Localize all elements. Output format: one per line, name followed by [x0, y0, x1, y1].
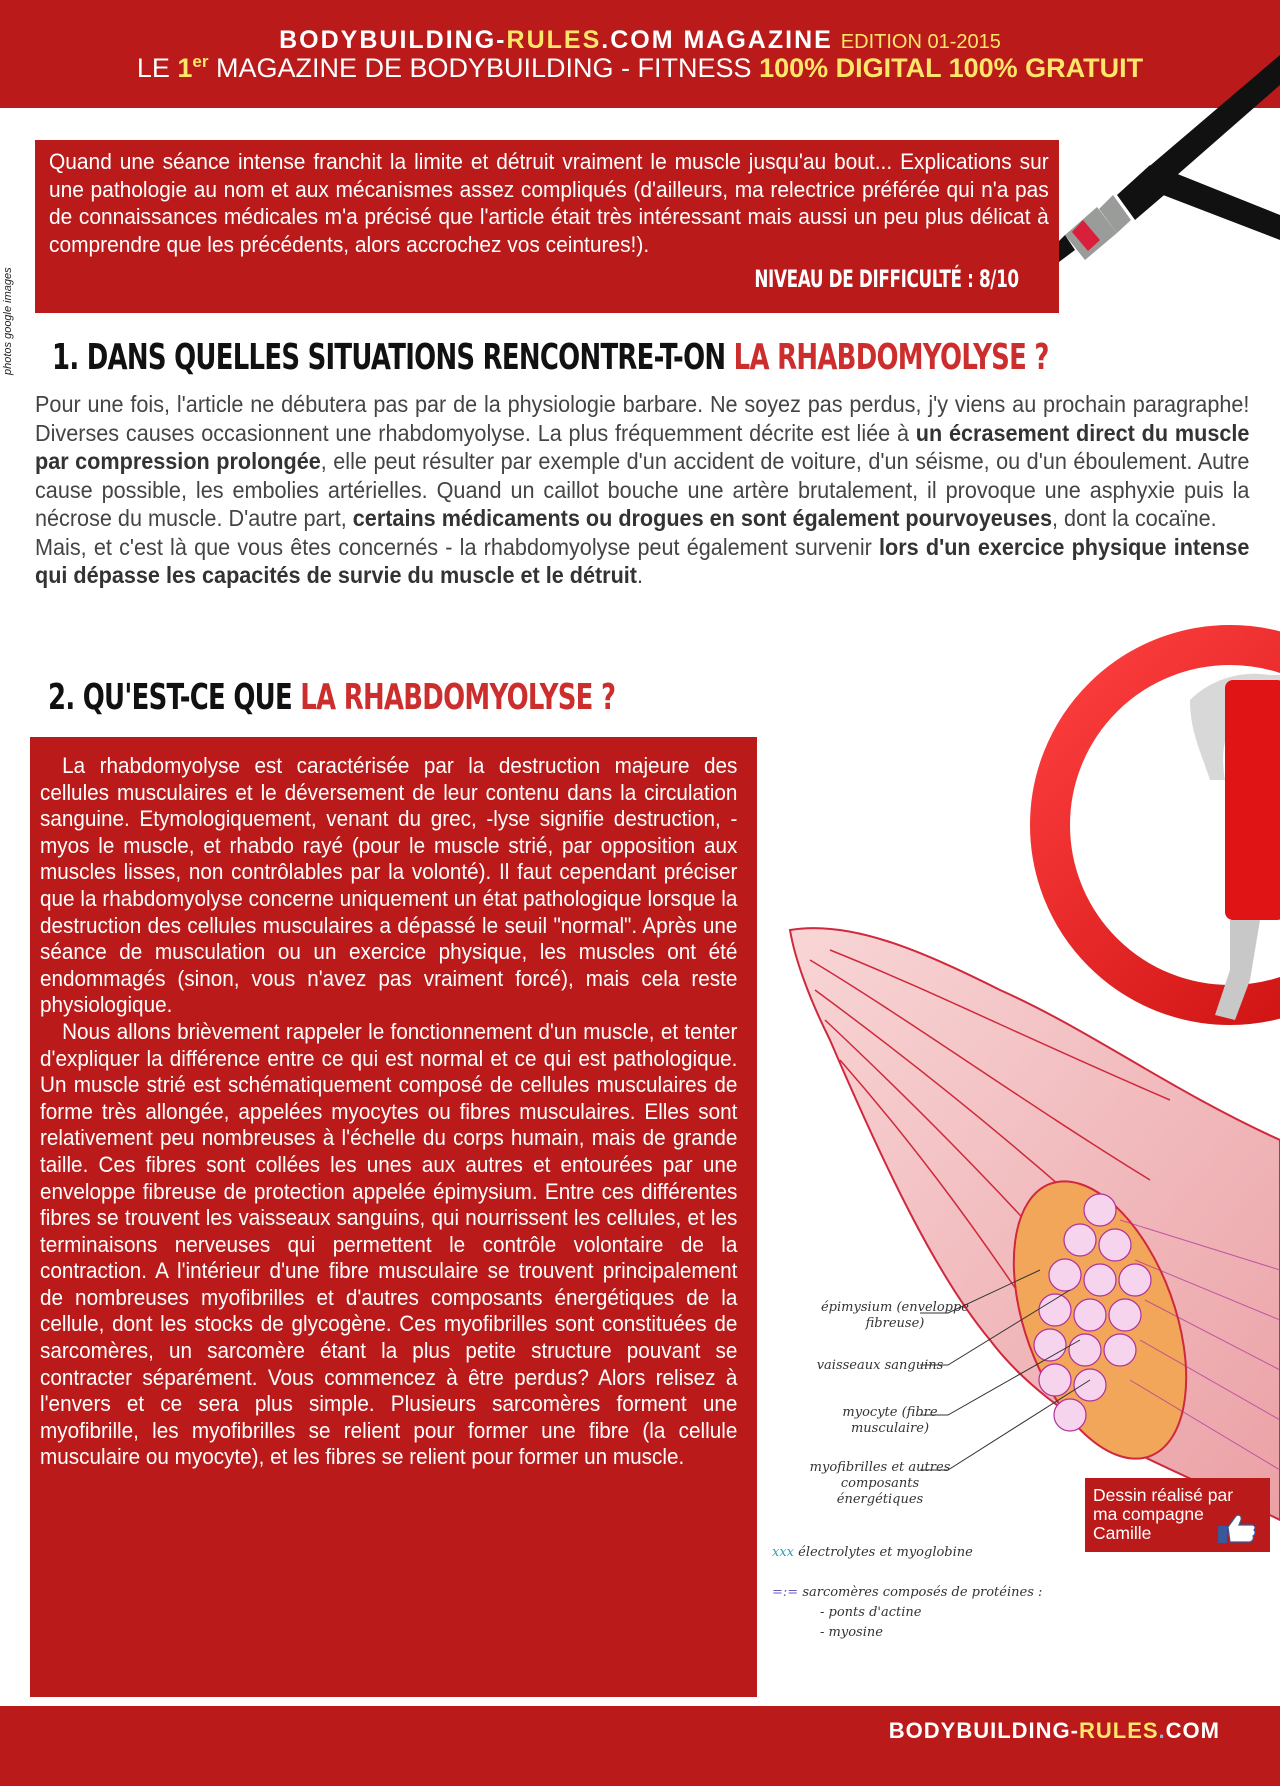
tagline-number: 1 — [177, 53, 193, 83]
section-1-body — [35, 390, 1250, 590]
label-electrolytes: xxx électrolytes et myoglobine — [772, 1545, 973, 1560]
label-myofibrils: myofibrilles et autres composants énergétiques — [809, 1460, 951, 1507]
section-2-paragraph-2: Nous allons brièvement rappeler le fonctionnement d'un muscle, et tenter d'expliquer la différence entre ce qui est normal et ce qui est pathologique. Un muscle strié est schématiquement composé de cellules musculaires de forme très allongée, appelées myocytes ou fibres musculaires. Elles sont relativement peu nombreuses à l'échelle du corps humain, mais de grande taille. Ces fibres sont collées les unes aux autres et entourées par une enveloppe fibreuse de protection appelée épimysium. Entre ces différentes fibres se trouvent les vaisseaux sanguins, qui nourrissent les cellules, et les terminaisons nerveuses qui permettent le contrôle volontaire de la contraction. A l'intérieur d'une fibre musculaire se trouvent principalement de nombreuses myofibrilles et d'autres composants énergétiques de la cellule, dont les stocks de glycogène. Ces myofibrilles sont constituées de sarcomères, un sarcomère étant la plus petite structure pouvant se contracter séparément. Vous commencez à être perdus? Alors relisez à l'envers et ce sera plus simple. Plusieurs sarcomères forment une myofibrille, les myofibrilles se relient pour former une fibre (la cellule musculaire ou myocyte), et les fibres se relient pour former un muscle. — [40, 1018, 738, 1470]
intro-text: Quand une séance intense franchit la limite et détruit vraiment le muscle jusqu'au bout... Explications sur une pathologie au nom et aux mécanismes assez compliqués (d'ailleurs, ma relectrice préférée qui n'a pas de connaissances médicales m'a précisé que l'article était très intéressant mais aussi un peu plus délicat à comprendre que les précédents, alors accrochez vos ceintures!). — [49, 149, 1049, 257]
drawing-credit-text: Dessin réalisé par ma compagne Camille — [1093, 1485, 1234, 1543]
section-2-heading-black: 2. QU'EST-CE QUE — [48, 677, 301, 718]
bold-run: lors d'un exercice physique intense qui dépasse les capacités de survie du muscle et le détruit — [35, 533, 1250, 588]
brand-left: BODYBUILDING- — [279, 26, 507, 54]
section-1-heading-black: 1. DANS QUELLES SITUATIONS RENCONTRE-T-ON — [52, 337, 734, 378]
thumbs-up-icon — [1218, 1514, 1256, 1544]
section-2-paragraph-1: La rhabdomyolyse est caractérisée par la destruction majeure des cellules musculaires et le déversement de leur contenu dans la circulation sanguine. Etymologiquement, venant du grec, -lyse signifie destruction, -myos le muscle, et rhabdo rayé (pour le muscle strié, par opposition aux muscles lisses, non contrôlables par la volonté). Il faut cependant préciser que la rhabdomyolyse concerne uniquement un état pathologique lorsque la destruction des cellules musculaires a dépassé le seuil "normal". Après une séance de musculation ou un exercice physique, les muscles ont été endommagés (sinon, vous n'avez pas vraiment forcé), mais cela reste physiologique. — [40, 753, 738, 1018]
brand-right: .COM MAGAZINE — [601, 26, 833, 54]
seatbelt-icon — [1055, 55, 1280, 285]
label-sarcomeres-text: sarcomères composés de protéines : — [802, 1585, 1043, 1600]
label-epimysium: épimysium (enveloppe fibreuse) — [820, 1300, 969, 1331]
section-1-heading-red: LA RHABDOMYOLYSE ? — [733, 337, 1049, 378]
footer-brand-dot: . — [1158, 1718, 1166, 1743]
prohibition-sign-icon — [1050, 645, 1280, 1020]
label-electrolytes-text: électrolytes et myoglobine — [798, 1545, 973, 1560]
edition-label: EDITION 01-2015 — [840, 31, 1001, 53]
bold-run: certains médicaments ou drogues en sont également pourvoyeuses — [352, 505, 1053, 531]
tagline-prefix: LE — [136, 53, 178, 83]
text-run: , dont la cocaïne. — [1052, 505, 1217, 531]
magazine-title — [0, 26, 1280, 55]
footer — [0, 1706, 1280, 1786]
tagline-highlight: 100% DIGITAL 100% GRATUIT — [759, 53, 1144, 83]
text-run: , elle peut résulter par exemple d'un accident de voiture, d'un séisme, ou d'un éboulement. Autre cause possible, les embolies artérielles. Quand un caillot bouche une artère brutalement, il provoque une asphyxie puis la nécrose du muscle. D'autre part, — [35, 448, 1250, 531]
intro-box — [35, 140, 1059, 313]
footer-brand-highlight: RULES — [1078, 1718, 1159, 1743]
text-run: Mais, et c'est là que vous êtes concernés - la rhabdomyolyse peut également survenir — [35, 533, 880, 560]
label-myocyte: myocyte (fibre musculaire) — [842, 1405, 938, 1436]
text-run: . — [636, 562, 644, 588]
footer-brand-left: BODYBUILDING- — [888, 1718, 1079, 1743]
difficulty-level: NIVEAU DE DIFFICULTÉ : 8/10 — [754, 265, 1019, 293]
label-sarcomeres: =:= sarcomères composés de protéines : — [772, 1585, 1043, 1600]
section-1-paragraph-2 — [35, 533, 1249, 590]
section-1-paragraph-1 — [35, 390, 1249, 533]
section-1-heading — [52, 337, 1049, 378]
footer-brand[interactable] — [889, 1718, 1220, 1744]
section-2-heading-red: LA RHABDOMYOLYSE ? — [300, 677, 616, 718]
section-2-heading — [48, 677, 615, 718]
footer-brand-right: COM — [1165, 1718, 1220, 1743]
drawing-credit-box — [1085, 1478, 1270, 1552]
label-myosin: - myosine — [820, 1625, 883, 1640]
photo-credit: photos google images — [2, 267, 14, 375]
label-actin: - ponts d'actine — [820, 1605, 922, 1620]
tagline-sup: er — [192, 52, 209, 71]
text-run: Pour une fois, l'article ne débutera pas par de la physiologie barbare. Ne soyez pas perdus, j'y viens au prochain paragraphe! Diverses causes occasionnent une rhabdomyolyse. La plus fréquemment décrite est liée à — [35, 391, 1250, 446]
brand-highlight: RULES — [506, 26, 602, 54]
tagline-middle: MAGAZINE DE BODYBUILDING - FITNESS — [208, 53, 760, 83]
label-blood-vessels: vaisseaux sanguins — [816, 1358, 944, 1373]
section-2-box — [30, 737, 757, 1697]
bold-run: un écrasement direct du muscle par compression prolongée — [35, 419, 1250, 474]
